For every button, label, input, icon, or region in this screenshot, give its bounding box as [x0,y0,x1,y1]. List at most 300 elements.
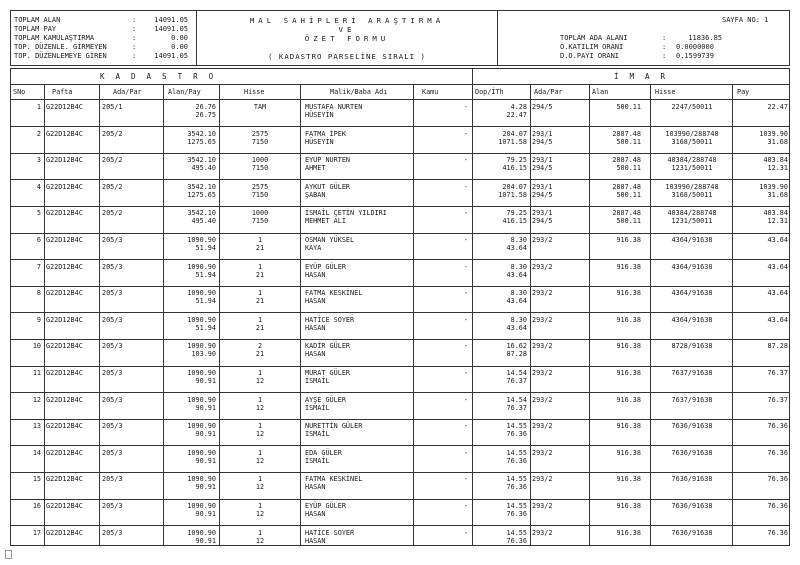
section-divider [472,68,473,85]
table-row [10,366,790,392]
cell-malik: HÜSEYİN [305,111,334,119]
cell-ialan: 500.11 [616,164,641,173]
cell-kamu: - [463,422,468,431]
cell-pafta: G22D12B4C [46,342,83,351]
cell-pay: 87.28 [767,342,788,351]
cell-malik: HASAN [305,323,326,332]
cell-dop: 4.28 [510,103,527,111]
col-header-pay: Pay [737,88,750,96]
cell-iada: 293/1 [532,182,553,191]
cell-iada: 293/2 [532,315,553,324]
summary-value: 11836.85 [688,34,722,42]
cell-hisse: 21 [255,244,265,252]
cell-pay: 76.37 [767,395,788,404]
table-row [10,180,790,206]
cell-dop: 76.36 [506,536,527,545]
cell-ada: 205/2 [102,209,123,218]
cell-malik: EDA GÜLER [305,448,342,457]
cell-ihisse: 7636/91638 [671,502,713,510]
cell-kamu: - [463,289,468,298]
cell-hisse: 1 [257,236,263,244]
cell-malik: HASAN [305,350,326,359]
cell-ihisse: 8728/91638 [671,342,713,351]
table-row [10,526,790,552]
cell-dop: 14.54 [506,395,527,404]
cell-pafta: G22D12B4C [46,369,83,377]
cell-malik: FATMA KESKİNEL [305,289,363,298]
cell-kamu: - [463,475,468,484]
cell-ialan: 916.38 [616,475,641,484]
cell-pafta: G22D12B4C [46,103,83,111]
cell-pay: 403.84 [763,156,788,165]
cell-hisse: 12 [255,430,265,439]
cell-hisse: 1 [257,369,263,377]
cell-ialan: 916.38 [616,395,641,404]
cell-ada: 205/3 [102,342,123,351]
summary-value: 14091.05 [154,25,188,33]
cell-alan: 26.76 [195,103,216,111]
cell-pay: 43.64 [767,315,788,324]
cell-alan: 1090.90 [187,502,216,510]
cell-alan: 3542.10 [187,129,216,138]
page-number: SAYFA NO: 1 [722,16,769,24]
summary-label: TOPLAM ADA ALANI [560,34,628,42]
cell-pafta: G22D12B4C [46,528,83,537]
cell-dop: 204.07 [502,129,527,138]
cell-ialan: 916.38 [616,448,641,457]
cell-sno: 16 [32,502,41,510]
cell-dop: 87.28 [506,350,527,359]
cell-ada: 205/3 [102,475,123,484]
cell-ada: 205/2 [102,182,123,191]
col-header-imar-hisse: Hisse [655,88,676,96]
col-header-imar-ada: Ada/Par [534,88,563,96]
cell-malik: AHMET [305,164,326,173]
cell-ada: 205/3 [102,369,123,377]
summary-label: O.KATILIM ORANI [560,43,624,51]
cell-pay: 43.64 [767,236,788,244]
cell-sno: 3 [36,156,41,165]
cell-hisse: 2 [257,342,263,351]
cell-hisse: 1 [257,315,263,324]
cell-alan: 1090.90 [187,289,216,298]
cell-malik: FATMA KESKİNEL [305,475,363,484]
cell-sno: 9 [36,315,41,324]
cell-alan: 1275.65 [187,137,216,146]
cell-pafta: G22D12B4C [46,422,83,431]
cell-malik: EYÜP GÜLER [305,502,346,510]
cell-malik: FATMA İPEK [305,129,346,138]
report-subtitle: ÖZET FORMU [304,34,390,43]
cell-dop: 76.37 [506,377,527,385]
cell-iada: 293/1 [532,209,553,218]
cell-kamu: - [463,182,468,191]
cell-alan: 1090.90 [187,422,216,431]
cell-hisse: 1 [257,422,263,431]
cell-malik: AYŞE GÜLER [305,395,346,404]
cell-iada: 293/2 [532,395,553,404]
cell-dop: 8.30 [510,236,527,244]
summary-value: 14091.05 [154,52,188,60]
cell-alan: 1090.90 [187,342,216,351]
cell-ihisse: 7636/91638 [671,422,713,431]
cell-dop: 16.62 [506,342,527,351]
table-row [10,100,790,126]
col-header-imar-alan: Alan [592,88,609,96]
summary-value: 0.0000000 [676,43,714,51]
col-header-ada: Ada/Par [113,88,142,96]
cell-kamu: - [463,103,468,111]
cell-pay: 403.84 [763,209,788,218]
cell-alan: 26.75 [195,111,216,119]
cell-pafta: G22D12B4C [46,209,83,218]
cell-alan: 90.91 [195,536,216,545]
cell-hisse: 2575 [251,182,269,191]
cell-ihisse: 4364/91638 [671,262,713,271]
cell-ihisse: 4364/91638 [671,236,713,244]
summary-value: 14091.05 [154,16,188,24]
cell-pafta: G22D12B4C [46,129,83,138]
cell-sno: 7 [36,262,41,271]
cell-malik: KAYA [305,244,322,252]
cell-alan: 3542.10 [187,209,216,218]
table-row [10,339,790,365]
cell-hisse: 12 [255,403,265,412]
cell-pay: 76.36 [767,448,788,457]
cell-hisse: 12 [255,483,265,492]
cell-ihisse: 3168/50011 [671,137,713,146]
cell-ada: 205/3 [102,289,123,298]
cell-dop: 416.15 [502,164,527,173]
cell-alan: 1090.90 [187,262,216,271]
cell-kamu: - [463,528,468,537]
report-sort-note: ( KADASTRO PARSELİNE SIRALI ) [267,52,427,61]
cell-alan: 90.91 [195,377,216,385]
cell-sno: 6 [36,236,41,244]
cell-pay: 12.31 [767,217,788,226]
cell-malik: HASAN [305,536,326,545]
cell-sno: 15 [32,475,41,484]
cell-hisse: 1000 [251,209,269,218]
cell-pafta: G22D12B4C [46,182,83,191]
cell-malik: HATİCE SOYER [305,315,355,324]
cell-malik: HATİCE SOYER [305,528,355,537]
cell-malik: AYKUT GÜLER [305,182,351,191]
cell-ialan: 916.38 [616,236,641,244]
cell-malik: İSMAİL [305,377,330,385]
cell-ihisse: 4364/91638 [671,315,713,324]
cell-kamu: - [463,395,468,404]
cell-ada: 205/2 [102,129,123,138]
cell-sno: 8 [36,289,41,298]
table-row [10,260,790,286]
report-title: MAL SAHİPLERİ ARAŞTIRMA [249,16,445,25]
col-header-sno: SNo [13,88,26,96]
cell-dop: 416.15 [502,217,527,226]
cell-ialan: 916.38 [616,262,641,271]
cell-dop: 8.30 [510,262,527,271]
cell-hisse: 1 [257,289,263,298]
cell-hisse: 12 [255,456,265,465]
cell-iada: 293/2 [532,475,553,484]
cell-iada: 294/5 [532,164,553,173]
table-row [10,419,790,445]
cell-kamu: - [463,342,468,351]
summary-value: 0.00 [171,43,188,51]
cell-malik: EYÜP GÜLER [305,262,346,271]
cell-alan: 90.91 [195,483,216,492]
table-row [10,499,790,525]
summary-label: TOP. DÜZENLE. GİRMEYEN [14,43,107,51]
cell-ialan: 500.11 [616,103,641,111]
cell-pafta: G22D12B4C [46,395,83,404]
cell-malik: İSMAİL [305,430,330,439]
cell-iada: 294/5 [532,217,553,226]
cell-ihisse: 1231/50011 [671,217,713,226]
cell-pay: 76.36 [767,422,788,431]
cell-dop: 43.64 [506,270,527,279]
cell-sno: 2 [36,129,41,138]
cell-hisse: 2575 [251,129,269,138]
cell-alan: 1090.90 [187,448,216,457]
cell-dop: 76.37 [506,403,527,412]
table-row [10,286,790,312]
cell-pafta: G22D12B4C [46,236,83,244]
cell-pay: 76.37 [767,369,788,377]
cell-alan: 51.94 [195,270,216,279]
cell-kamu: - [463,156,468,165]
cell-dop: 14.54 [506,369,527,377]
cell-hisse: 21 [255,270,265,279]
cell-alan: 495.40 [191,217,216,226]
col-header-alan: Alan/Pay [168,88,201,96]
cell-hisse: TAM [253,103,267,111]
cell-malik: HÜSEYİN [305,137,334,146]
cell-sno: 4 [36,182,41,191]
table-row [10,472,790,498]
table-row [10,206,790,232]
cell-hisse: 7150 [251,217,269,226]
cell-dop: 1071.58 [498,137,527,146]
cell-kamu: - [463,502,468,510]
cell-dop: 79.25 [506,156,527,165]
cell-ihisse: 7636/91638 [671,528,713,537]
cell-ihisse: 3168/50011 [671,190,713,199]
cell-ihisse: 4364/91638 [671,289,713,298]
cell-ihisse: 40384/288748 [667,156,717,165]
cell-pay: 43.64 [767,289,788,298]
cell-sno: 14 [32,448,41,457]
cell-ihisse: 7637/91638 [671,395,713,404]
cell-iada: 293/1 [532,129,553,138]
cell-hisse: 1 [257,395,263,404]
cell-alan: 51.94 [195,244,216,252]
cell-dop: 76.36 [506,483,527,492]
cell-ihisse: 103990/288748 [665,182,719,191]
cell-sno: 13 [32,422,41,431]
cell-pafta: G22D12B4C [46,315,83,324]
cell-ialan: 916.38 [616,315,641,324]
cell-malik: MUSTAFA NURTEN [305,103,363,111]
cell-malik: EYUP NURTEN [305,156,351,165]
cell-ada: 205/3 [102,502,123,510]
cell-alan: 51.94 [195,297,216,306]
summary-label: D.O.PAYI ORANI [560,52,620,60]
cell-alan: 1090.90 [187,395,216,404]
cell-malik: HASAN [305,297,326,306]
cell-iada: 293/2 [532,448,553,457]
table-row [10,313,790,339]
cell-alan: 90.91 [195,510,216,518]
cell-malik: MURAT GÜLER [305,369,351,377]
cell-kamu: - [463,369,468,377]
cell-iada: 293/2 [532,502,553,510]
cell-sno: 10 [32,342,41,351]
cell-alan: 1275.65 [187,190,216,199]
summary-label: TOPLAM ALAN [14,16,61,24]
cell-dop: 1071.58 [498,190,527,199]
cell-pafta: G22D12B4C [46,156,83,165]
report-title-connector: VE [338,25,356,34]
cell-alan: 495.40 [191,164,216,173]
summary-label: TOPLAM PAY [14,25,57,33]
cell-malik: HASAN [305,483,326,492]
col-header-kamu: Kamu [422,88,439,96]
cell-iada: 293/2 [532,369,553,377]
cell-hisse: 1 [257,262,263,271]
cell-dop: 76.36 [506,510,527,518]
cell-malik: İSMAİL ÇETİN YILDIRI [305,209,387,218]
page-corner-mark [5,550,12,559]
cell-dop: 14.55 [506,422,527,431]
cell-ada: 205/3 [102,422,123,431]
cell-kamu: - [463,129,468,138]
table-row [10,233,790,259]
cell-sno: 5 [36,209,41,218]
cell-pay: 1039.90 [759,182,788,191]
cell-ialan: 916.38 [616,422,641,431]
cell-iada: 294/5 [532,137,553,146]
section-imar: İMAR [614,72,677,81]
cell-ada: 205/2 [102,156,123,165]
table-row [10,153,790,179]
cell-pafta: G22D12B4C [46,475,83,484]
cell-ialan: 916.38 [616,502,641,510]
cell-malik: İSMAİL [305,403,330,412]
cell-dop: 204.07 [502,182,527,191]
cell-pay: 76.36 [767,502,788,510]
cell-ialan: 500.11 [616,137,641,146]
cell-pay: 76.36 [767,528,788,537]
cell-pafta: G22D12B4C [46,448,83,457]
cell-iada: 293/2 [532,528,553,537]
cell-hisse: 21 [255,350,265,359]
summary-value: 0.00 [171,34,188,42]
cell-hisse: 7150 [251,190,269,199]
summary-label: TOP. DÜZENLEMEYE GİREN [14,52,107,60]
cell-ada: 205/3 [102,262,123,271]
cell-ialan: 916.38 [616,528,641,537]
cell-pay: 43.64 [767,262,788,271]
cell-hisse: 1 [257,528,263,537]
cell-iada: 293/2 [532,422,553,431]
cell-ada: 205/3 [102,236,123,244]
cell-alan: 3542.10 [187,156,216,165]
cell-iada: 294/5 [532,103,553,111]
cell-hisse: 1 [257,502,263,510]
cell-hisse: 21 [255,323,265,332]
cell-iada: 293/2 [532,262,553,271]
summary-value: 0.1599739 [676,52,714,60]
cell-pay: 12.31 [767,164,788,173]
cell-alan: 1090.90 [187,369,216,377]
cell-pay: 31.68 [767,137,788,146]
cell-dop: 8.30 [510,315,527,324]
cell-malik: HASAN [305,510,326,518]
cell-pay: 22.47 [767,103,788,111]
cell-dop: 79.25 [506,209,527,218]
cell-alan: 1090.90 [187,236,216,244]
section-kadastro: KADASTRO [100,72,225,81]
cell-alan: 1090.90 [187,475,216,484]
cell-dop: 43.64 [506,297,527,306]
cell-dop: 22.47 [506,111,527,119]
cell-kamu: - [463,262,468,271]
cell-hisse: 12 [255,510,265,518]
cell-sno: 1 [36,103,41,111]
cell-ihisse: 7636/91638 [671,448,713,457]
cell-hisse: 7150 [251,137,269,146]
cell-alan: 51.94 [195,323,216,332]
cell-hisse: 21 [255,297,265,306]
cell-pafta: G22D12B4C [46,502,83,510]
cell-ialan: 916.38 [616,369,641,377]
cell-iada: 293/2 [532,236,553,244]
table-row [10,393,790,419]
cell-pay: 31.68 [767,190,788,199]
cell-ialan: 916.38 [616,289,641,298]
cell-ihisse: 2247/50011 [671,103,713,111]
cell-pay: 1039.90 [759,129,788,138]
cell-dop: 76.36 [506,456,527,465]
cell-ada: 205/3 [102,528,123,537]
table-row [10,446,790,472]
cell-iada: 293/2 [532,289,553,298]
cell-ada: 205/3 [102,395,123,404]
cell-ada: 205/3 [102,448,123,457]
col-header-malik: Malik/Baba Adı [330,88,388,96]
cell-ialan: 500.11 [616,217,641,226]
cell-alan: 103.90 [191,350,216,359]
cell-dop: 14.55 [506,475,527,484]
cell-malik: KADİR GÜLER [305,342,351,351]
cell-sno: 11 [32,369,41,377]
cell-hisse: 12 [255,377,265,385]
cell-alan: 90.91 [195,456,216,465]
cell-pay: 76.36 [767,475,788,484]
cell-ihisse: 7637/91638 [671,369,713,377]
col-header-dop: Dop/İTh [475,88,504,96]
cell-hisse: 1 [257,475,263,484]
cell-hisse: 1000 [251,156,269,165]
cell-ialan: 916.38 [616,342,641,351]
cell-sno: 12 [32,395,41,404]
cell-kamu: - [463,448,468,457]
cell-hisse: 7150 [251,164,269,173]
cell-ialan: 2887.48 [612,209,641,218]
cell-dop: 14.55 [506,528,527,537]
cell-ihisse: 40384/288748 [667,209,717,218]
